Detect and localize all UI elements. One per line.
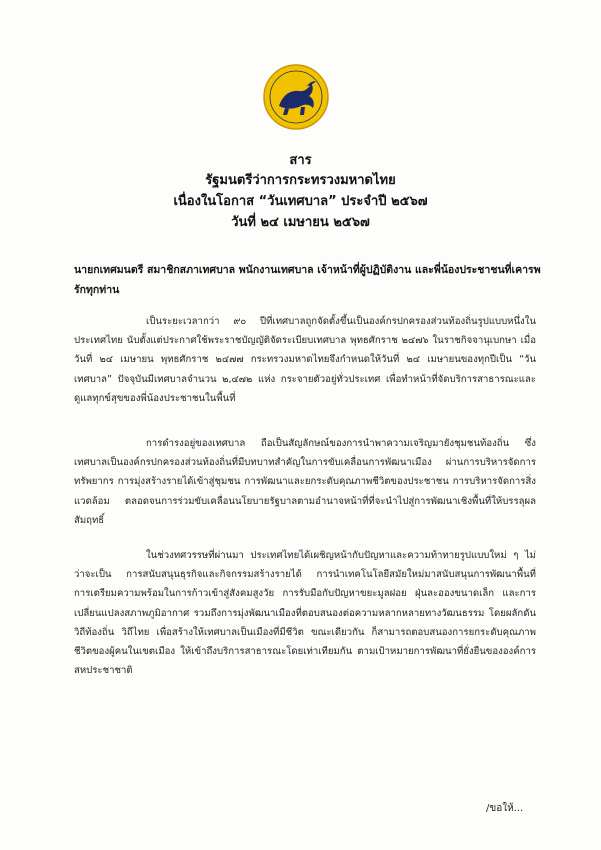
page-continues-marker: /ขอให้... [486, 803, 524, 814]
date-line: วันที่ ๒๔ เมษายน ๒๕๖๗ [231, 215, 370, 230]
paragraph-1-text: เป็นระยะเวลากว่า ๙๐ ปีที่เทศบาลถูกจัดตั้งขึ้นเป็นองค์กรปกครองส่วนท้องถิ่นรูปแบบหนึ่งในประเทศไทย นับตั้งแต่ประกาศใช้พระราชบัญญัติจัดระเบียบเทศบาล พุทธศักราช ๒๔๗๖ ในราชกิจจานุเบกษา เมื่อวันที่ ๒๔ เมษายน พุทธศักราช ๒๔๗๗ กระทรวงมหาดไทยจึงกำหนดให้วันที่ ๒๔ เมษายนของทุกปีเป็น “วันเทศบาล” ปัจจุบันมีเทศบาลจำนวน ๒,๔๗๒ แห่ง กระจายตัวอยู่ทั่วประเทศ เพื่อทำหน้าที่จัดบริการสาธารณะและดูแลทุกข์สุขของพี่น้องประชาชนในพื้นที่ [74, 316, 536, 404]
sender-title: รัฐมนตรีว่าการกระทรวงมหาดไทย [205, 173, 396, 188]
paragraph-3 [74, 546, 536, 680]
message-label: สาร [289, 153, 312, 168]
paragraph-2-text: การดำรงอยู่ของเทศบาล ถือเป็นสัญลักษณ์ของการนำพาความเจริญมายังชุมชนท้องถิ่น ซึ่งเทศบาลเป็นองค์กรปกครองส่วนท้องถิ่นที่มีบทบาทสำคัญในการขับเคลื่อนการพัฒนาเมือง ผ่านการบริหารจัดการทรัพยากร การมุ่งสร้างรายได้เข้าสู่ชุมชน การพัฒนาและยกระดับคุณภาพชีวิตของประชาชน การบริหารจัดการสิ่งแวดล้อม ตลอดจนการร่วมขับเคลื่อนนโยบายรัฐบาลตามอำนาจหน้าที่ที่จะนำไปสู่การพัฒนาเชิงพื้นที่ให้บรรลุผลสัมฤทธิ์ [74, 438, 536, 526]
paragraph-1 [74, 312, 536, 408]
occasion-title: เนื่องในโอกาส “วันเทศบาล” ประจำปี ๒๕๖๗ [173, 194, 428, 209]
paragraph-3-text: ในช่วงทศวรรษที่ผ่านมา ประเทศไทยได้เผชิญหน้ากับปัญหาและความท้าทายรูปแบบใหม่ ๆ ไม่ว่าจะเป็น การสนับสนุนธุรกิจและกิจกรรมสร้างรายได้ การนำเทคโนโลยีสมัยใหม่มาสนับสนุนการพัฒนาพื้นที่ การเตรียมความพร้อมในการก้าวเข้าสู่สังคมสูงวัย การรับมือกับปัญหาขยะมูลฝอย ฝุ่นละอองขนาดเล็ก และการเปลี่ยนแปลงสภาพภูมิอากาศ รวมถึงการมุ่งพัฒนาเมืองที่ตอบสนองต่อความหลากหลายทางวัฒนธรรม โดยผลักดันวิถีท้องถิ่น วิถีไทย เพื่อสร้างให้เทศบาลเป็นเมืองที่มีชีวิต ขณะเดียวกัน ก็สามารถตอบสนองการยกระดับคุณภาพชีวิตของผู้คนในเขตเมือง ให้เข้าถึงบริการสาธารณะโดยเท่าเทียมกัน ตามเป้าหมายการพัฒนาที่ยั่งยืนขององค์การสหประชาชาติ [74, 550, 536, 677]
ministry-of-interior-seal-icon [263, 64, 329, 130]
paragraph-2 [74, 434, 536, 530]
salutation: นายกเทศมนตรี สมาชิกสภาเทศบาล พนักงานเทศบาล เจ้าหน้าที่ผู้ปฏิบัติงาน และพี่น้องประชาชนที่เคารพรักทุกท่าน [74, 264, 541, 296]
